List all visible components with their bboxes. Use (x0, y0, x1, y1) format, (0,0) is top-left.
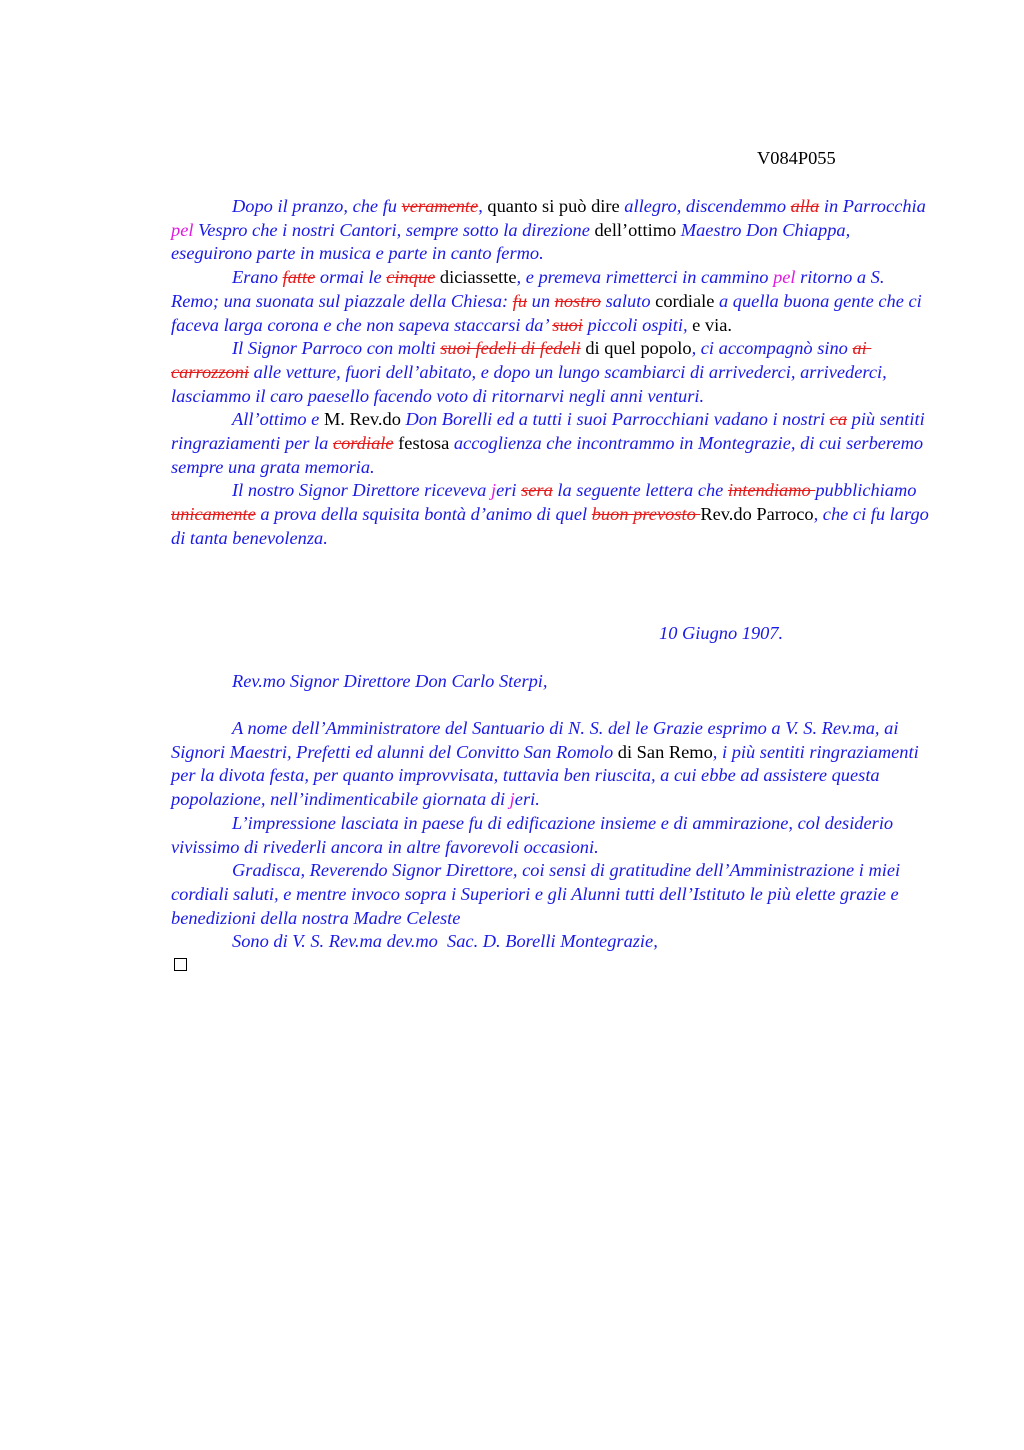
article-paragraph (171, 337, 931, 408)
plain-text-run: dell’ottimo (594, 219, 681, 240)
plain-text-run: di San Remo (617, 741, 713, 762)
text-run: eri. (514, 789, 540, 810)
deleted-text-run: alla (790, 196, 820, 216)
deleted-text-run: veramente (401, 196, 479, 216)
end-of-document-square-icon (174, 958, 187, 971)
text-run: Dopo il pranzo, che fu (232, 196, 402, 216)
inserted-text-run: j (490, 480, 497, 501)
deleted-text-run: intendiamo (727, 480, 816, 501)
deleted-text-run: ai carrozzoni (171, 338, 872, 382)
letter-paragraph (171, 812, 931, 859)
plain-text-run: festosa (398, 433, 454, 454)
plain-text-run: diciassette (439, 267, 517, 288)
plain-text-run: Rev.do Parroco (700, 504, 814, 525)
inserted-text-run: pel (171, 219, 194, 240)
text-run: Gradisca, Reverendo Signor Direttore, coi sensi di gratitudine dell’Amministrazione i miei cordiali saluti, e mentre invoco sopra i Superiori e gli Alunni tutti dell’Istituto le più elette grazie e benedizioni della nostra Madre Celeste (171, 860, 905, 928)
letter-paragraph (171, 930, 931, 954)
letter-paragraph (171, 859, 931, 930)
deleted-text-run: cinque (386, 267, 436, 288)
letter-date: 10 Giugno 1907. (659, 623, 784, 643)
text-run: Sono di V. S. Rev.ma dev.mo Sac. D. Borelli Montegrazie, (232, 931, 658, 952)
plain-text-run: di quel popolo (585, 338, 692, 359)
inserted-text-run: pel (773, 267, 796, 288)
deleted-text-run: fu (512, 290, 528, 311)
text-run: allegro, discendemmo (624, 196, 791, 216)
text-run: All’ottimo e (232, 409, 324, 430)
text-run: piccoli ospiti, (582, 314, 693, 335)
text-run: , i più sentiti ringraziamenti per la divota festa, per quanto improvvisata, tuttavia ben riuscita, a cui ebbe ad assistere questa popolazione, nell’indimenticabile giornata di (171, 741, 924, 810)
article-paragraph (171, 266, 931, 337)
text-run: Erano (232, 267, 283, 288)
article-paragraph (171, 479, 934, 550)
text-run: ormai le (315, 267, 387, 288)
letter-salutation: Rev.mo Signor Direttore Don Carlo Sterpi, (232, 671, 548, 691)
text-run: ritorno a S. Remo; una suonata sul piazzale della Chiesa: (171, 267, 890, 311)
article-paragraph (171, 195, 931, 266)
text-run: pubblichiamo (815, 480, 922, 501)
deleted-text-run: buon prevosto (591, 504, 701, 525)
document-id: V084P055 (757, 148, 836, 168)
text-run: un (527, 290, 555, 311)
deleted-text-run: cordiale (332, 433, 394, 454)
text-run: L’impressione lasciata in paese fu di edificazione insieme e di ammirazione, col desiderio vivissimo di rivederli ancora in altre favorevoli occasioni. (171, 812, 898, 857)
plain-text-run: M. Rev.do (323, 409, 406, 430)
text-run: a prova della squisita bontà d’animo di quel (255, 504, 592, 525)
text-run: Vespro che i nostri Cantori, sempre sotto la direzione (193, 219, 595, 240)
deleted-text-run: suoi fedeli di fedeli (440, 338, 581, 359)
inserted-text-run: j (509, 789, 515, 810)
deleted-text-run: fatte (282, 267, 316, 288)
text-run: più sentiti ringraziamenti per la (171, 409, 930, 454)
text-run: saluto (600, 290, 656, 311)
deleted-text-run: sera (521, 480, 553, 501)
article-paragraph (171, 408, 931, 479)
deleted-text-run: unicamente (171, 504, 256, 525)
text-run: in Parrocchia (819, 196, 931, 216)
text-run: A nome dell’Amministratore del Santuario di N. S. del le Grazie esprimo a V. S. Rev.ma, ai Signori Maestri, Prefetti ed alunni del Convitto San Romolo (171, 718, 904, 762)
letter-body (171, 717, 931, 954)
text-run: Maestro Don Chiappa, eseguirono parte in musica e parte in canto fermo. (171, 219, 855, 264)
text-run: , (478, 196, 488, 216)
text-run: Il Signor Parroco con molti (232, 338, 441, 359)
plain-text-run: quanto si può dire (487, 196, 625, 216)
text-run: accoglienza che incontrammo in Montegrazie, di cui serberemo sempre una grata memoria. (171, 433, 928, 477)
text-run: a quella buona gente che ci faceva larga corona e che non sapeva staccarsi da’ (171, 290, 927, 335)
plain-text-run: e via. (692, 314, 732, 335)
text-run: Don Borelli ed a tutti i suoi Parrocchiani vadano i nostri (405, 409, 830, 430)
deleted-text-run: ca (829, 409, 848, 430)
text-run: , e premeva rimetterci in cammino (516, 267, 774, 288)
article-body (171, 195, 934, 551)
plain-text-run: cordiale (655, 290, 719, 311)
text-run: , ci accompagnò sino (691, 338, 853, 359)
text-run: , che ci fu largo di tanta benevolenza. (171, 504, 934, 548)
deleted-text-run: suoi (552, 314, 583, 335)
text-run: la seguente lettera che (552, 480, 728, 501)
deleted-text-run: nostro (554, 290, 601, 311)
text-run: eri (496, 480, 522, 501)
text-run: Il nostro Signor Direttore riceveva (232, 480, 491, 501)
letter-paragraph (171, 717, 931, 812)
text-run: alle vetture, fuori dell’abitato, e dopo un lungo scambiarci di arrivederci, arrivederci, lasciammo il caro paesello facendo voto di ritornarvi negli anni venturi. (171, 361, 892, 406)
